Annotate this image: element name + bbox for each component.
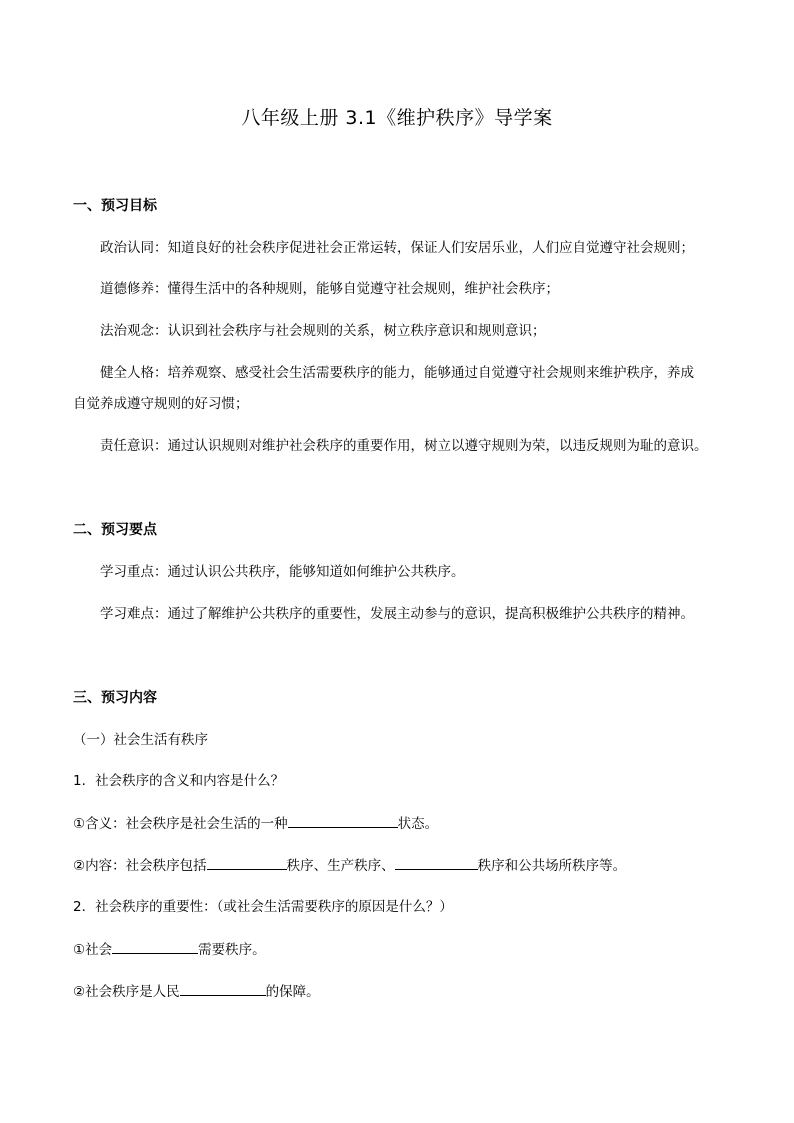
q2a-suffix: 需要秩序。	[198, 942, 266, 958]
question-2b	[73, 981, 733, 1002]
q2b-prefix: ②社会秩序是人民	[73, 984, 180, 1000]
objective-moral: 道德修养：懂得生活中的各种规则，能够自觉遵守社会规则，维护社会秩序；	[100, 281, 559, 297]
q1a-suffix: 状态。	[397, 816, 439, 832]
q1a-prefix: ①含义：社会秩序是社会生活的一种	[73, 816, 288, 832]
difficult-point: 学习难点：通过了解维护公共秩序的重要性，发展主动参与的意识，提高积极维护公共秩序的精神。	[100, 606, 694, 622]
q1b-prefix: ②内容：社会秩序包括	[73, 858, 207, 874]
objective-personality-cont: 自觉养成遵守规则的好习惯；	[73, 396, 249, 412]
objective-responsibility: 责任意识：通过认识规则对维护社会秩序的重要作用，树立以遵守规则为荣，以违反规则为耻的意识。	[100, 438, 708, 454]
objective-personality: 健全人格：培养观察、感受社会生活需要秩序的能力，能够通过自觉遵守社会规则来维护秩序，养成	[100, 365, 694, 381]
document-title: 八年级上册 3.1《维护秩序》导学案	[241, 107, 553, 129]
section1-heading: 一、预习目标	[73, 198, 157, 214]
objective-political: 政治认同：知道良好的社会秩序促进社会正常运转，保证人们安居乐业，人们应自觉遵守社会规则；	[100, 240, 694, 256]
question-1: 1．社会秩序的含义和内容是什么？	[73, 773, 285, 789]
blank-field[interactable]	[112, 939, 198, 954]
question-2: 2．社会秩序的重要性：（或社会生活需要秩序的原因是什么？）	[73, 899, 453, 915]
key-point: 学习重点：通过认识公共秩序，能够知道如何维护公共秩序。	[100, 564, 465, 580]
question-1b	[73, 855, 733, 876]
section2-heading: 二、预习要点	[73, 522, 157, 538]
subsection-heading: （一）社会生活有秩序	[73, 732, 208, 748]
q2b-suffix: 的保障。	[265, 984, 320, 1000]
blank-field[interactable]	[207, 855, 287, 870]
blank-field[interactable]	[395, 855, 478, 870]
blank-field[interactable]	[288, 813, 398, 828]
objective-law: 法治观念：认识到社会秩序与社会规则的关系，树立秩序意识和规则意识；	[100, 323, 546, 339]
q1b-suffix: 秩序和公共场所秩序等。	[477, 858, 627, 874]
section3-heading: 三、预习内容	[73, 690, 157, 706]
question-2a	[73, 939, 733, 960]
blank-field[interactable]	[180, 981, 266, 996]
q2a-prefix: ①社会	[73, 942, 113, 958]
q1b-middle: 秩序、生产秩序、	[286, 858, 395, 874]
question-1a	[73, 813, 733, 834]
